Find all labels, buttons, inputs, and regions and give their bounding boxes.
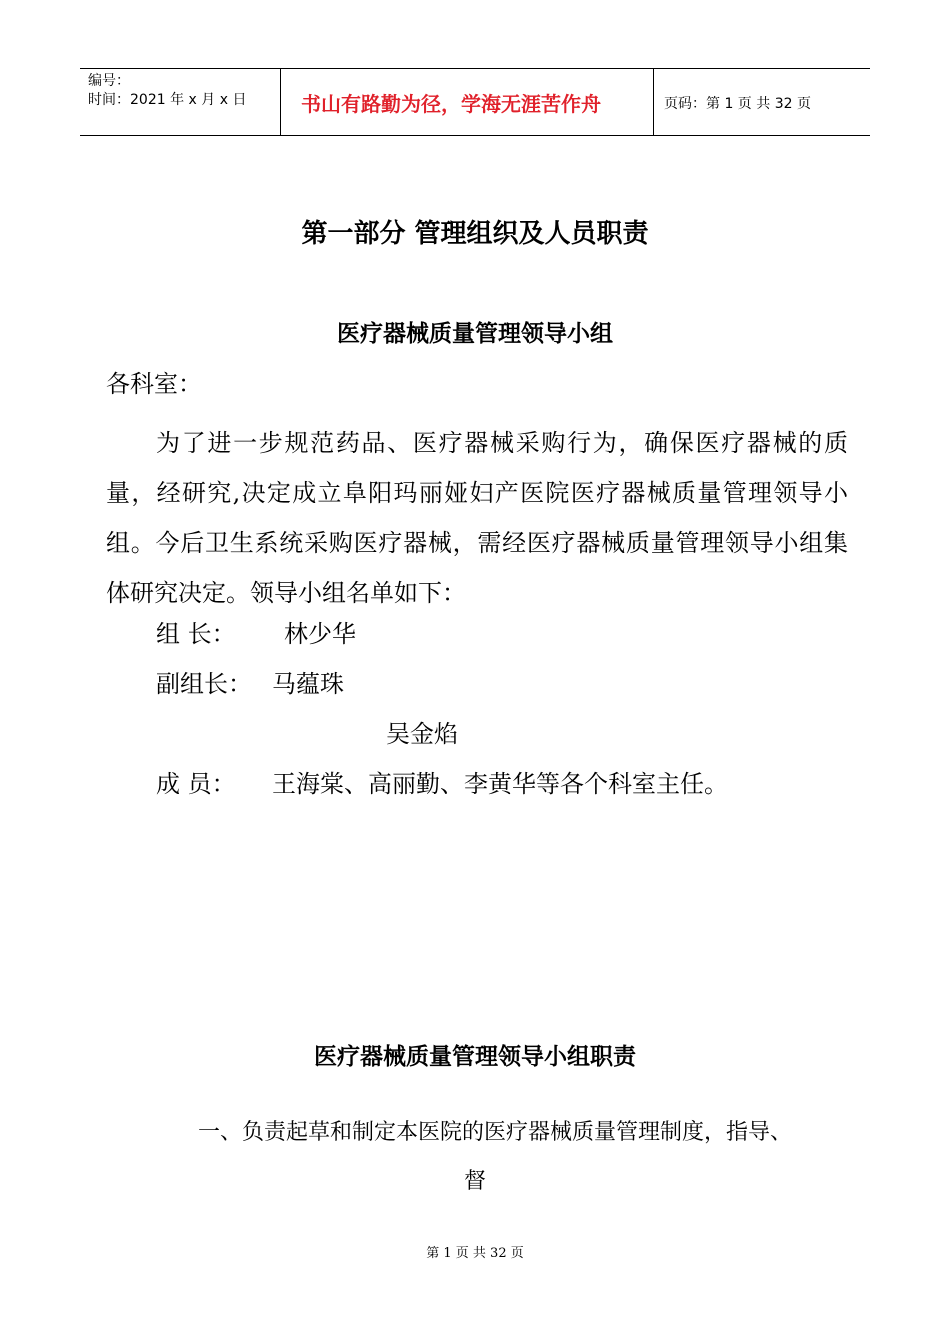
page-footer: 第 1 页 共 32 页 (426, 1246, 524, 1261)
header-middle-cell (281, 69, 654, 135)
section-title-duties: 医疗器械质量管理领导小组职责 (314, 1044, 636, 1070)
part-title: 第一部分 管理组织及人员职责 (301, 219, 649, 249)
deputy-label: 副组长： (156, 670, 252, 698)
deputy-name-1: 马蕴珠 (272, 670, 344, 698)
header-motto: 书山有路勤为径，学海无涯苦作舟 (301, 92, 601, 116)
duty-item-1: 一、负责起草和制定本医院的医疗器械质量管理制度，指导、 (198, 1120, 793, 1145)
document-number-label: 编号： (88, 73, 130, 89)
header-left-cell (80, 69, 281, 135)
header-right-cell (654, 69, 870, 135)
leader-name: 林少华 (284, 620, 356, 648)
members-label: 成 员： (156, 770, 236, 798)
header-page-label: 页码：第 1 页 共 32 页 (664, 96, 811, 112)
section-title-group: 医疗器械质量管理领导小组 (337, 321, 613, 347)
deputy-name-2: 吴金焰 (386, 720, 458, 748)
salutation: 各科室： (106, 370, 202, 398)
leader-label: 组 长： (156, 620, 236, 648)
duty-item-1-continuation: 督 (464, 1169, 487, 1194)
document-header-table (80, 68, 870, 136)
document-date-label: 时间：2021 年 x 月 x 日 (88, 92, 247, 108)
intro-paragraph: 为了进一步规范药品、医疗器械采购行为，确保医疗器械的质量，经研究,决定成立阜阳玛丽娅妇产医院医疗器械质量管理领导小组。今后卫生系统采购医疗器械，需经医疗器械质量管理领导小组集体研究决定。领导小组名单如下： (106, 429, 848, 607)
members-text: 王海棠、高丽勤、李黄华等各个科室主任。 (272, 770, 728, 798)
